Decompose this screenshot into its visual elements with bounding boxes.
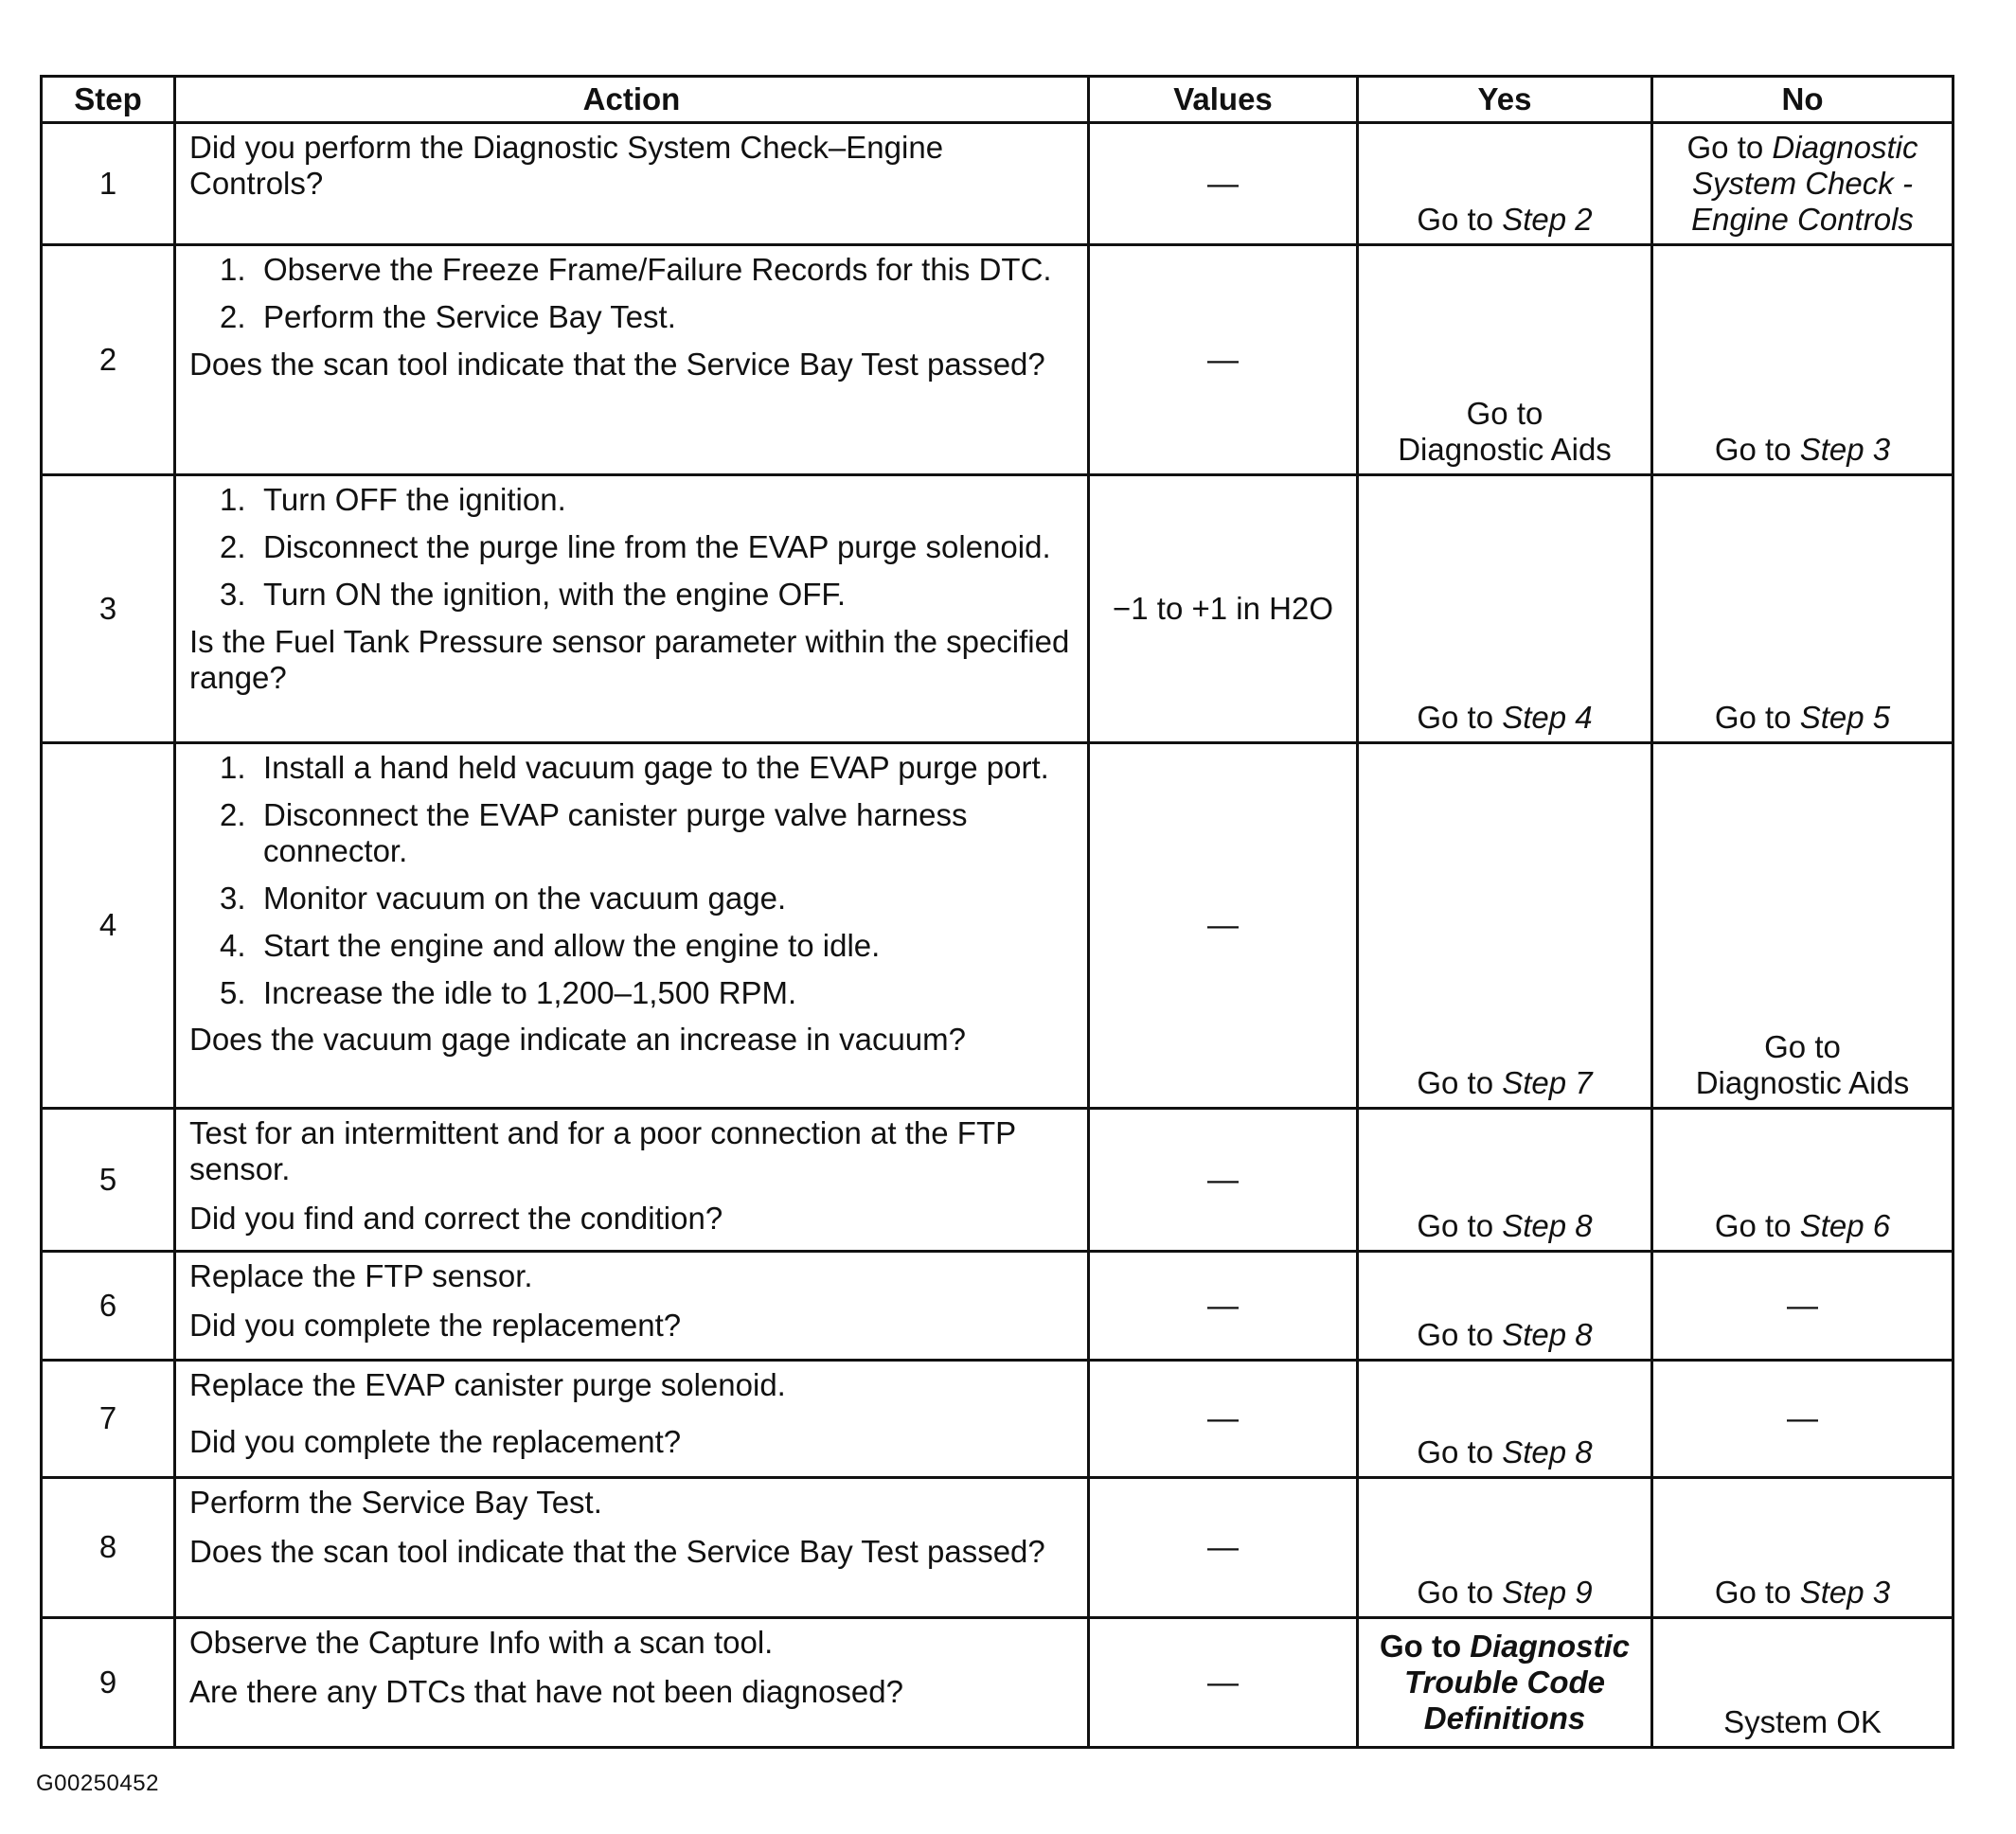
action-cell [175,1360,1089,1477]
no-prefix: Go to [1714,1207,1800,1243]
list-item-text: Monitor vacuum on the vacuum gage. [263,880,787,916]
list-item-text: Disconnect the EVAP canister purge valve harness connector. [263,796,968,868]
action-question: Are there any DTCs that have not been diagnosed? [189,1673,903,1709]
table-row-step-1 [42,123,1954,245]
list-item [189,881,1074,917]
diagnostic-table [40,75,1954,1749]
yes-prefix: Go to [1417,699,1503,735]
no-target-link[interactable]: Step 3 [1799,431,1891,467]
action-steps-list [189,750,1074,1011]
step-number: 9 [42,1617,175,1747]
no-cell: — [1652,1360,1954,1477]
action-cell [175,123,1089,245]
list-item [189,252,1074,288]
list-item-text: Turn ON the ignition, with the engine OFF. [263,576,847,612]
table-row-step-6 [42,1251,1954,1360]
no-cell [1652,1108,1954,1251]
header-row [42,77,1954,123]
header-step: Step [42,77,175,123]
yes-target-link[interactable]: Diagnostic Aids [1398,431,1612,467]
action-text: Observe the Capture Info with a scan tool. [189,1624,774,1660]
list-item [189,577,1074,613]
no-prefix: Go to [1686,130,1773,165]
list-item [189,750,1074,786]
list-item-number: 5. [220,974,246,1010]
action-cell [175,1108,1089,1251]
table-row-step-3 [42,474,1954,742]
header-no: No [1652,77,1954,123]
yes-target-link[interactable]: Step 8 [1502,1316,1593,1352]
step-number: 2 [42,244,175,474]
yes-target-link[interactable]: Step 4 [1502,699,1593,735]
action-text: Perform the Service Bay Test. [189,1484,602,1520]
step-number: 3 [42,474,175,742]
yes-prefix: Go to [1417,1574,1503,1610]
table-row-step-7 [42,1360,1954,1477]
no-prefix: Go to [1714,699,1800,735]
header-yes: Yes [1358,77,1652,123]
yes-prefix: Go to [1379,1628,1471,1664]
no-prefix: Go to [1764,1028,1841,1064]
yes-prefix: Go to [1466,395,1543,431]
action-text: Did you perform the Diagnostic System Check–Engine Controls? [189,130,944,201]
list-item [189,529,1074,565]
list-item-number: 2. [220,528,246,564]
yes-target-link[interactable]: Step 7 [1502,1064,1593,1100]
header-action: Action [175,77,1089,123]
yes-target-link[interactable]: Step 2 [1502,201,1593,237]
table-row-step-2 [42,244,1954,474]
action-question: Is the Fuel Tank Pressure sensor parameter within the specified range? [189,623,1070,695]
action-question: Did you complete the replacement? [189,1423,682,1459]
table-row-step-8 [42,1477,1954,1617]
list-item-text: Install a hand held vacuum gage to the EVAP purge port. [263,749,1049,785]
no-cell [1652,1477,1954,1617]
list-item [189,928,1074,964]
no-cell [1652,244,1954,474]
yes-target-link[interactable]: Step 8 [1502,1207,1593,1243]
values-cell: — [1089,742,1358,1108]
yes-cell [1358,1477,1652,1617]
table-row-step-4 [42,742,1954,1108]
action-question: Did you find and correct the condition? [189,1200,723,1236]
action-question: Does the scan tool indicate that the Service Bay Test passed? [189,346,1045,382]
yes-target-link[interactable]: Diagnostic Trouble Code Definitions [1403,1628,1630,1736]
no-target-link[interactable]: Diagnostic Aids [1695,1064,1910,1100]
yes-cell [1358,244,1652,474]
list-item-text: Disconnect the purge line from the EVAP purge solenoid. [263,528,1051,564]
list-item-number: 2. [220,796,246,832]
no-cell [1652,123,1954,245]
list-item-number: 1. [220,251,246,287]
list-item-number: 1. [220,749,246,785]
values-cell: — [1089,244,1358,474]
yes-cell [1358,1108,1652,1251]
yes-prefix: Go to [1417,1064,1503,1100]
step-number: 1 [42,123,175,245]
action-text: Replace the EVAP canister purge solenoid. [189,1366,786,1402]
yes-cell [1358,123,1652,245]
action-cell [175,1251,1089,1360]
no-cell: System OK [1652,1617,1954,1747]
list-item [189,482,1074,518]
action-cell [175,1617,1089,1747]
action-text: Test for an intermittent and for a poor connection at the FTP sensor. [189,1114,1016,1186]
values-cell: — [1089,1360,1358,1477]
figure-code: G00250452 [36,1771,159,1796]
header-values: Values [1089,77,1358,123]
yes-cell [1358,1251,1652,1360]
action-text: Replace the FTP sensor. [189,1257,533,1293]
table-header [42,77,1954,123]
no-target-link[interactable]: Step 3 [1799,1574,1891,1610]
list-item-text: Increase the idle to 1,200–1,500 RPM. [263,974,797,1010]
step-number: 7 [42,1360,175,1477]
action-question: Did you complete the replacement? [189,1307,682,1343]
step-number: 6 [42,1251,175,1360]
action-question: Does the scan tool indicate that the Service Bay Test passed? [189,1533,1045,1569]
list-item-text: Perform the Service Bay Test. [263,298,676,334]
values-cell: −1 to +1 in H2O [1089,474,1358,742]
list-item [189,299,1074,335]
list-item [189,797,1074,869]
no-cell [1652,742,1954,1108]
values-cell: — [1089,1617,1358,1747]
yes-cell [1358,742,1652,1108]
list-item-number: 4. [220,927,246,963]
action-cell [175,1477,1089,1617]
action-steps-list [189,482,1074,613]
no-prefix: Go to [1714,431,1800,467]
yes-prefix: Go to [1417,1316,1503,1352]
yes-target-link[interactable]: Step 8 [1502,1433,1593,1469]
yes-prefix: Go to [1417,1433,1503,1469]
action-question: Does the vacuum gage indicate an increase in vacuum? [189,1022,966,1058]
step-number: 5 [42,1108,175,1251]
list-item-text: Observe the Freeze Frame/Failure Records for this DTC. [263,251,1052,287]
no-cell: — [1652,1251,1954,1360]
list-item-number: 3. [220,880,246,916]
list-item-text: Turn OFF the ignition. [263,481,566,517]
yes-target-link[interactable]: Step 9 [1502,1574,1593,1610]
no-cell [1652,474,1954,742]
values-cell: — [1089,1477,1358,1617]
yes-prefix: Go to [1417,1207,1503,1243]
table-row-step-9 [42,1617,1954,1747]
yes-prefix: Go to [1417,201,1503,237]
action-cell [175,474,1089,742]
list-item-text: Start the engine and allow the engine to idle. [263,927,881,963]
step-number: 8 [42,1477,175,1617]
list-item-number: 1. [220,481,246,517]
step-number: 4 [42,742,175,1108]
list-item-number: 3. [220,576,246,612]
no-target-link[interactable]: Step 6 [1799,1207,1891,1243]
yes-cell [1358,474,1652,742]
no-target-link[interactable]: Step 5 [1799,699,1891,735]
no-target-link[interactable]: Diagnostic System Check - Engine Controls [1691,130,1918,237]
action-steps-list [189,252,1074,335]
list-item-number: 2. [220,298,246,334]
action-cell [175,742,1089,1108]
yes-cell [1358,1360,1652,1477]
no-prefix: Go to [1714,1574,1800,1610]
values-cell: — [1089,1251,1358,1360]
table-row-step-5 [42,1108,1954,1251]
yes-cell [1358,1617,1652,1747]
action-cell [175,244,1089,474]
table-body [42,123,1954,1748]
values-cell: — [1089,123,1358,245]
list-item [189,975,1074,1011]
values-cell: — [1089,1108,1358,1251]
